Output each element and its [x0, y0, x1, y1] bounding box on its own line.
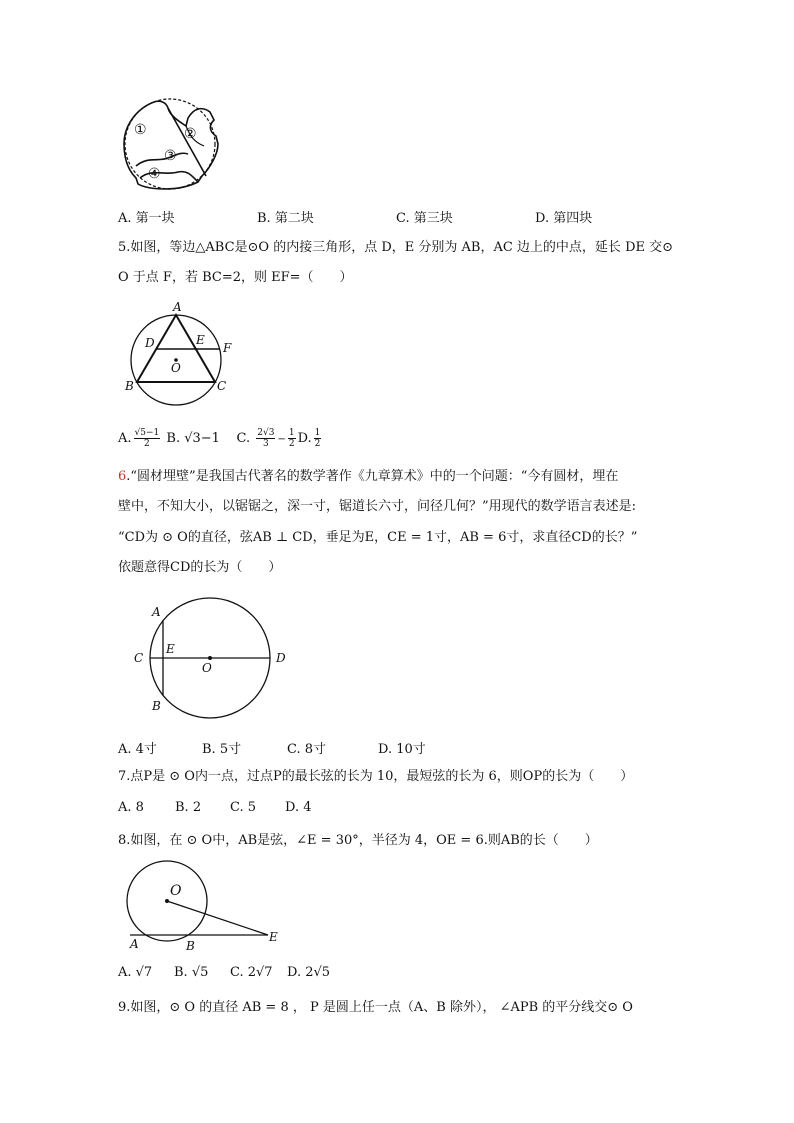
q5-label-o: O [171, 361, 181, 375]
q5-label-e: E [196, 333, 205, 347]
q9-stem: 9.如图，⊙ O 的直径 AB = 8 ， P 是圆上任一点（A、B 除外）， ∠APB 的平分线交⊙ O [118, 1000, 633, 1015]
q6-option-a: A. 4寸 [118, 742, 157, 757]
q6-option-d: D. 10寸 [378, 742, 426, 757]
q6-label-c: C [134, 651, 144, 665]
q6-label-b: B [152, 699, 161, 713]
piece-3-label: ③ [164, 148, 177, 164]
q6-stem-line1-text: .“圆材埋壁”是我国古代著名的数学著作《九章算术》中的一个问题：“今有圆材，埋在 [126, 469, 619, 484]
q5-label-a: A [173, 300, 182, 314]
piece-2-label: ② [184, 126, 197, 142]
q6-number: 6 [118, 469, 127, 484]
q8-label-a: A [130, 937, 139, 951]
q5-option-d-num: 1 [314, 428, 321, 438]
q5-option-c-fraction1 [256, 428, 275, 449]
q7-option-c: C. 5 [230, 800, 257, 815]
q4-option-a: A. 第一块 [118, 211, 175, 226]
q8-option-c: C. 2√7 [230, 965, 273, 980]
q5-label-c: C [217, 379, 227, 393]
q5-option-d-fraction [314, 428, 322, 449]
q5-option-b: B. √3−1 [166, 431, 220, 446]
q6-label-o: O [202, 661, 212, 675]
piece-4-label: ④ [148, 166, 161, 182]
q5-stem-line1: 5.如图，等边△ABC是⊙O 的内接三角形，点 D，E 分别为 AB，AC 边上的中点，延长 DE 交⊙ [118, 240, 674, 255]
q8-option-b: B. √5 [174, 965, 209, 980]
q8-stem: 8.如图，在 ⊙ O中，AB是弦，∠E = 30°，半径为 4，OE = 6.则AB的长（ ） [118, 833, 598, 848]
q6-option-c: C. 8寸 [287, 742, 327, 757]
q4-option-c: C. 第三块 [396, 211, 453, 226]
q6-circle-chord-figure [128, 592, 292, 722]
q5-label-d: D [145, 336, 155, 350]
q7-option-d: D. 4 [285, 800, 312, 815]
q5-option-c-den: 3 [262, 439, 269, 449]
q5-option-a-den: 2 [144, 439, 150, 449]
q5-label-f: F [223, 341, 232, 355]
q4-option-d: D. 第四块 [535, 211, 593, 226]
q5-option-c-den2: 2 [288, 439, 295, 449]
q5-option-c-prefix: C. [236, 431, 251, 446]
q4-option-b: B. 第二块 [257, 211, 314, 226]
q7-option-a: A. 8 [118, 800, 144, 815]
q6-stem-line4: 依题意得CD的长为（ ） [118, 560, 282, 575]
q6-stem-line2: 壁中，不知大小，以锯锯之，深一寸，锯道长六寸，问径几何？”用现代的数学语言表述是: [118, 499, 637, 514]
q5-option-a-fraction [134, 428, 161, 449]
q5-option-c-minus: − [277, 434, 286, 445]
q5-option-a-num: √5−1 [134, 428, 160, 438]
q6-stem-line3: “CD为 ⊙ O的直径，弦AB ⊥ CD，垂足为E，CE = 1寸，AB = 6寸，求直径CD的长？” [118, 530, 638, 545]
q6-option-b: B. 5寸 [202, 742, 242, 757]
q6-label-a: A [152, 605, 161, 619]
q5-option-d-den: 2 [314, 439, 321, 449]
q8-label-b: B [186, 939, 195, 952]
q5-option-d-prefix: D. [297, 431, 312, 446]
q7-stem: 7.点P是 ⊙ O内一点，过点P的最长弦的长为 10，最短弦的长为 6，则OP的长为（ ） [118, 769, 634, 784]
q8-label-o: O [170, 883, 182, 899]
q5-option-c-fraction2 [288, 428, 296, 449]
q6-stem-line1 [118, 467, 618, 487]
q5-triangle-circle-figure [118, 298, 238, 410]
broken-circle-figure [118, 96, 222, 194]
q8-option-a: A. √7 [118, 965, 153, 980]
q5-option-c-num: 2√3 [257, 428, 275, 438]
q6-label-d: D [276, 651, 286, 665]
piece-1-label: ① [134, 122, 147, 138]
q5-options [118, 427, 323, 452]
q8-circle-tangent-figure [118, 860, 288, 952]
q8-label-e: E [269, 930, 278, 944]
q7-option-b: B. 2 [175, 800, 202, 815]
q8-option-d: D. 2√5 [287, 965, 331, 980]
q5-option-a-prefix: A. [118, 431, 132, 446]
q5-label-b: B [125, 379, 134, 393]
q5-option-c-num2: 1 [288, 428, 295, 438]
q5-stem-line2: O 于点 F，若 BC=2，则 EF=（ ） [118, 270, 353, 285]
q6-label-e: E [166, 642, 175, 656]
